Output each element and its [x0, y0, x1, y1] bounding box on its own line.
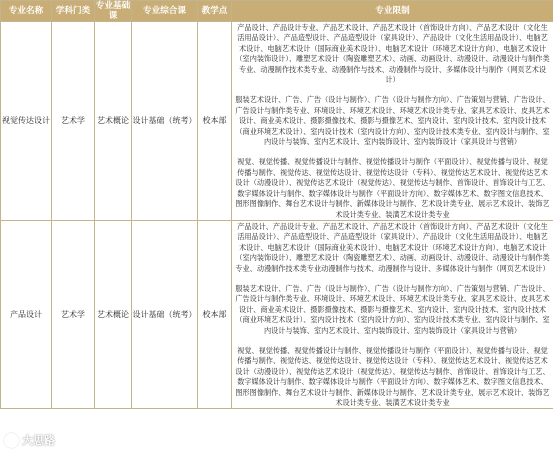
major-name-text: 视觉传达设计: [2, 116, 50, 126]
subject-category: [52, 220, 95, 409]
table-row: [1, 22, 553, 221]
header-major: 专业名称: [1, 1, 52, 22]
major-name: [1, 220, 52, 409]
subject-category-text: 艺术学: [61, 116, 85, 126]
comprehensive-course: [132, 22, 198, 221]
watermark: [4, 430, 55, 450]
header-category: 学科门类: [52, 1, 95, 22]
header-comprehensive-course: 专业综合课: [132, 1, 198, 22]
basic-course: [95, 22, 132, 221]
subject-category-text: 艺术学: [61, 310, 85, 320]
major-limits: [232, 22, 553, 221]
limit-paragraph: 视觉、视觉传播、视觉传播设计与制作、视觉传播设计与制作（平面设计）、视觉传播与设计、视觉传播与制作、视觉传达、视觉传达设计、视觉传达设计（专科）、视觉传达艺术设计、视觉传达艺术设计（动漫设计）、视觉传达艺术设计（视觉传达）、视觉传达与制作、首饰设计、首饰设计与工艺、数字媒体设计与制作、数字媒体设计与制作（平面设计方向）、数字媒体艺术、数字图文信息技术、图形图像制作、舞台艺术设计与制作、新媒体设计与制作、艺术设计类专业、展示艺术设计、装饰艺术设计类专业、装潢艺术设计类专业: [235, 157, 550, 219]
basic-course-text: 艺术概论: [97, 310, 129, 320]
teaching-site: [198, 22, 232, 221]
limit-paragraph: 服装艺术设计、广告、广告（设计与制作）、广告（设计与制作方向）、广告策划与营销、广告设计、广告设计与制作类专业、环境设计、环境艺术设计、环境艺术设计类专业、家具艺术设计、皮具艺术设计、商业美术设计、摄影摄像技术、摄影与摄像艺术、室内设计、室内设计技术、室内设计技术（商业环境艺术设计）、室内设计技术（室内设计方向）、室内设计技术类专业、室内设计与制作、室内设计与装饰、室内艺术设计、室内装饰设计、室内装饰设计（家具设计与营销）: [235, 283, 550, 335]
basic-course: [95, 220, 132, 409]
comprehensive-course-text: 设计基础（统考）: [132, 310, 197, 320]
limit-paragraph: 产品设计、产品设计专业、产品艺术设计、产品艺术设计（首饰设计方向）、产品艺术设计（文化生活用品设计）、产品造型设计、产品造型设计（家具设计）、产品设计（文化生活用品设计）、电脑艺术设计、电脑艺术设计（国际商业美术设计）、电脑艺术设计（环境艺术设计方向）、电脑艺术设计（室内装饰设计）、雕塑艺术设计（陶瓷雕塑艺术）、动画、动画设计、动漫设计、动漫设计与制作类专业、动漫制作技术类专业、动漫制作与技术、动漫制作与设计、多媒体设计与制作（网页艺术设计）: [235, 23, 550, 85]
major-limits: [232, 220, 553, 409]
table-header-row: [1, 1, 553, 22]
comprehensive-course: [132, 220, 198, 409]
header-school: 教学点: [198, 1, 232, 22]
teaching-site-text: 校本部: [202, 310, 227, 320]
watermark-text: 大思路: [22, 434, 55, 447]
major-name-text: 产品设计: [10, 310, 42, 320]
comprehensive-course-text: 设计基础（统考）: [132, 116, 197, 126]
teaching-site-text: 校本部: [202, 116, 227, 126]
watermark-logo-icon: [4, 433, 19, 448]
subject-category: [52, 22, 95, 221]
major-name: [1, 22, 52, 221]
table-row: [1, 220, 553, 409]
limit-paragraph: 服装艺术设计、广告、广告（设计与制作）、广告（设计与制作方向）、广告策划与营销、广告设计、广告设计与制作类专业、环境设计、环境艺术设计、环境艺术设计类专业、家具艺术设计、皮具艺术设计、商业美术设计、摄影摄像技术、摄影与摄像艺术、室内设计、室内设计技术、室内设计技术（商业环境艺术设计）、室内设计技术（室内设计方向）、室内设计技术类专业、室内设计与制作、室内设计与装饰、室内艺术设计、室内装饰设计、室内装饰设计（家具设计与营销）: [235, 95, 550, 147]
limit-paragraph: 产品设计、产品设计专业、产品艺术设计、产品艺术设计（首饰设计方向）、产品艺术设计（文化生活用品设计）、产品造型设计、产品造型设计（家具设计）、产品设计（文化生活用品设计）、电脑艺术设计、电脑艺术设计（国际商业美术设计）、电脑艺术设计（环境艺术设计方向）、电脑艺术设计（室内装饰设计）、雕塑艺术设计（陶瓷雕塑艺术）、动画、动画设计、动漫设计、动漫设计与制作类专业、动漫制作技术类专业动漫制作与技术、动漫制作与设计、多媒体设计与制作（网页艺术设计）: [235, 221, 550, 273]
teaching-site: [198, 220, 232, 409]
header-limits: 专业限制: [232, 1, 553, 22]
limit-paragraph: 视觉、视觉传播、视觉传播设计与制作、视觉传播设计与制作（平面设计）、视觉传播与设计、视觉传播与制作、视觉传达、视觉传达设计、视觉传达设计（专科）、视觉传达艺术设计、视觉传达艺术设计（动漫设计）、视觉传达艺术设计（视觉传达）、视觉传达与制作、首饰设计、首饰设计与工艺、数字媒体设计与制作、数字媒体设计与制作（平面设计方向）、数字媒体艺术、数字图文信息技术、图形图像制作、舞台艺术设计与制作、新媒体设计与制作、艺术设计类专业、展示艺术设计、装饰艺术设计类专业、装潢艺术设计类专业: [235, 345, 550, 407]
header-basic-course: 专业基础课: [95, 1, 131, 21]
basic-course-text: 艺术概论: [97, 116, 129, 126]
